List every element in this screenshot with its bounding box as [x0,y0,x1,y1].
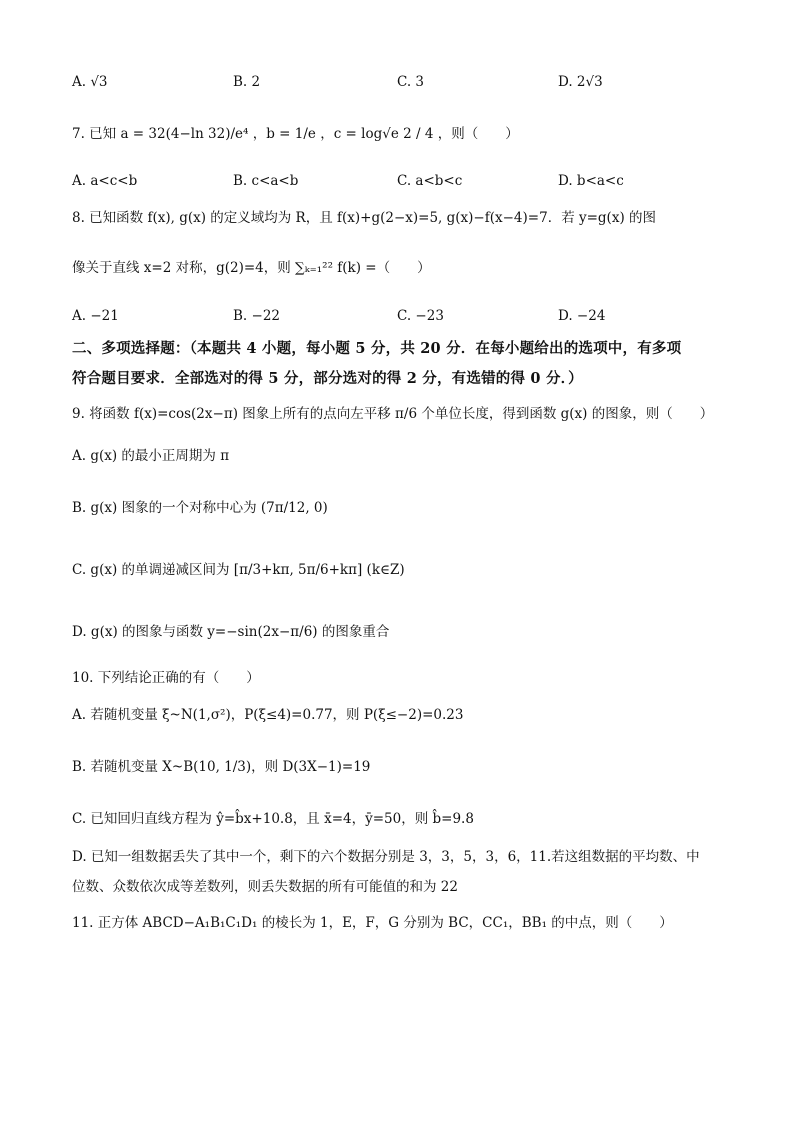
q8-option-b: B. −22 [233,308,280,324]
q10-option-c: C. 已知回归直线方程为 ŷ=b̂x+10.8，且 x̄=4，ȳ=50，则 b̂=9.8 [72,811,474,827]
q8-option-c: C. −23 [397,308,444,324]
q8-stem-line2: 像关于直线 x=2 对称，g(2)=4，则 ∑ₖ₌₁²² f(k) =（ ） [72,260,431,276]
q10-option-d-line1: D. 已知一组数据丢失了其中一个，剩下的六个数据分别是 3，3，5，3，6，11.若这组数据的平均数、中 [72,849,700,865]
q9-stem: 9. 将函数 f(x)=cos(2x−π) 图象上所有的点向左平移 π/6 个单位长度，得到函数 g(x) 的图象，则（ ） [72,406,714,422]
q8-option-d: D. −24 [558,308,606,324]
q6-option-d: D. 2√3 [558,74,603,90]
section-2-heading-line1: 二、多项选择题：（本题共 4 小题，每小题 5 分，共 20 分．在每小题给出的选项中，有多项 [72,340,682,357]
q7-stem: 7. 已知 a = 32(4−ln 32)/e⁴ ，b = 1/e ，c = log√e 2 / 4 ，则（ ） [72,126,519,142]
q9-option-a: A. g(x) 的最小正周期为 π [72,448,230,464]
q9-option-c: C. g(x) 的单调递减区间为 [π/3+kπ, 5π/6+kπ] (k∈Z) [72,562,405,578]
q10-option-a: A. 若随机变量 ξ~N(1,σ²)，P(ξ≤4)=0.77，则 P(ξ≤−2)=0.23 [72,707,464,723]
q6-option-a: A. √3 [72,74,108,90]
q8-stem-line1: 8. 已知函数 f(x), g(x) 的定义域均为 R，且 f(x)+g(2−x)=5, g(x)−f(x−4)=7．若 y=g(x) 的图 [72,210,656,226]
q10-stem: 10. 下列结论正确的有（ ） [72,670,260,686]
q9-option-d: D. g(x) 的图象与函数 y=−sin(2x−π/6) 的图象重合 [72,624,390,640]
q6-option-c: C. 3 [397,74,425,90]
q8-option-a: A. −21 [72,308,119,324]
q7-option-d: D. b<a<c [558,173,624,189]
q7-option-c: C. a<b<c [397,173,463,189]
q11-stem: 11. 正方体 ABCD−A₁B₁C₁D₁ 的棱长为 1，E，F，G 分别为 BC，CC₁，BB₁ 的中点，则（ ） [72,915,673,931]
q7-option-a: A. a<c<b [72,173,138,189]
section-2-heading-line2: 符合题目要求．全部选对的得 5 分，部分选对的得 2 分，有选错的得 0 分．） [72,370,583,387]
q9-option-b: B. g(x) 图象的一个对称中心为 (7π/12, 0) [72,500,328,516]
q6-option-b: B. 2 [233,74,261,90]
q10-option-b: B. 若随机变量 X~B(10, 1/3)，则 D(3X−1)=19 [72,759,371,775]
q7-option-b: B. c<a<b [233,173,299,189]
q10-option-d-line2: 位数、众数依次成等差数列，则丢失数据的所有可能值的和为 22 [72,879,458,895]
